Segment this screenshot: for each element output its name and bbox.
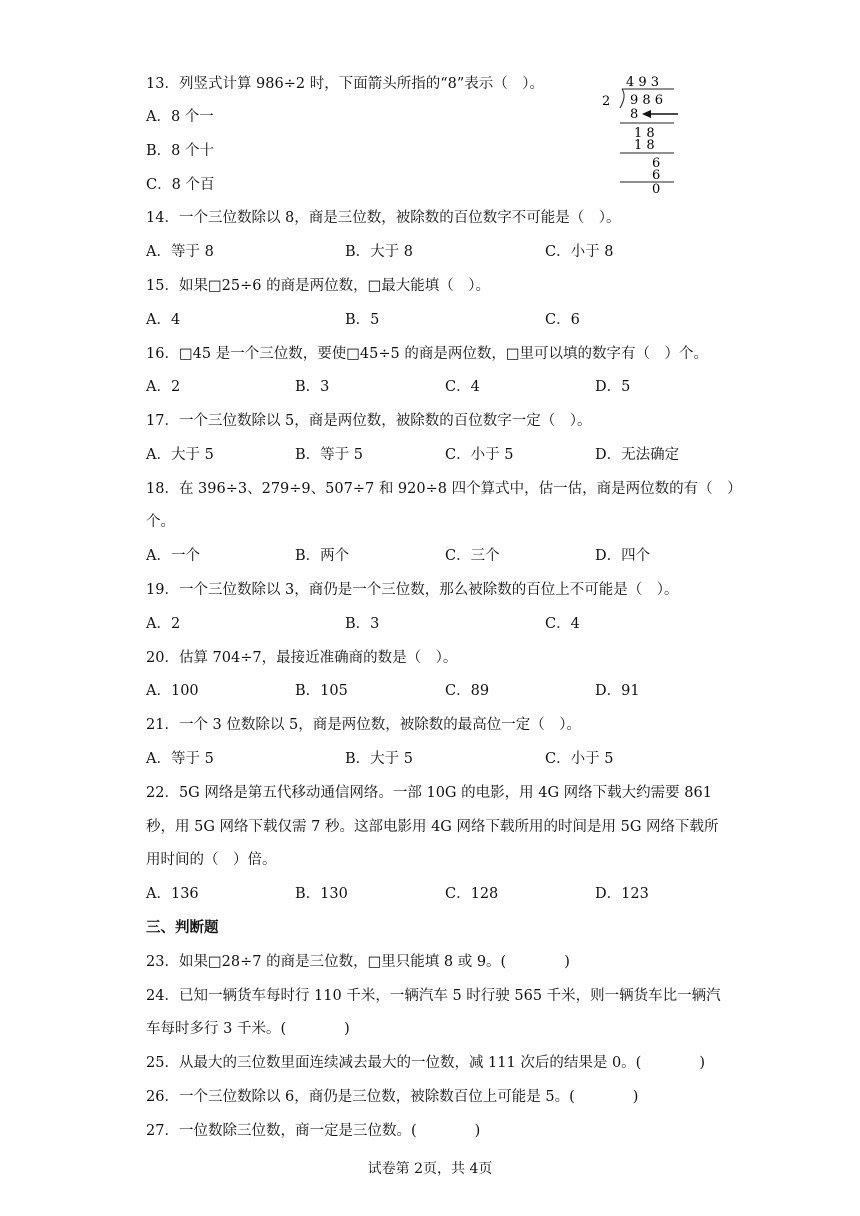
q14-option-b: B．大于 8 <box>345 244 413 260</box>
page-footer: 试卷第 2页，共 4页 <box>367 1161 493 1177</box>
q21-option-a: A．等于 5 <box>146 751 214 767</box>
q16-stem: 16．□45 是一个三位数，要使□45÷5 的商是两位数，□里可以填的数字有（ ）个。 <box>146 346 709 362</box>
q14-stem: 14．一个三位数除以 8，商是三位数，被除数的百位数字不可能是（ ）。 <box>146 210 621 226</box>
q20-option-b: B．105 <box>295 683 348 699</box>
q25-statement: 25．从最大的三位数里面连续减去最大的一位数，减 111 次后的结果是 0。( ) <box>146 1055 705 1071</box>
q21-stem: 21．一个 3 位数除以 5，商是两位数，被除数的最高位一定（ ）。 <box>146 717 581 733</box>
q26-statement: 26．一个三位数除以 6，商仍是三位数，被除数百位上可能是 5。( ) <box>146 1089 639 1105</box>
q18-option-a: A．一个 <box>146 548 200 564</box>
q20-stem: 20．估算 704÷7，最接近准确商的数是（ ）。 <box>146 650 458 666</box>
q24-statement-line-1: 24．已知一辆货车每时行 110 千米，一辆汽车 5 时行驶 565 千米，则一辆货车比一辆汽 <box>146 988 721 1004</box>
q13-option-a: A．8 个一 <box>146 109 214 125</box>
q13-stem: 13．列竖式计算 986÷2 时，下面箭头所指的“8”表示（ ）。 <box>146 76 545 92</box>
q22-stem-line-2: 秒，用 5G 网络下载仅需 7 秒。这部电影用 4G 网络下载所用的时间是用 5G 网络下载所 <box>146 819 719 835</box>
q22-option-d: D．123 <box>595 886 649 902</box>
q17-option-c: C．小于 5 <box>445 447 514 463</box>
q22-stem-line-1: 22．5G 网络是第五代移动通信网络。一部 10G 的电影，用 4G 网络下载大约需要 861 <box>146 785 712 801</box>
q18-option-b: B．两个 <box>295 548 350 564</box>
q23-statement: 23．如果□28÷7 的商是三位数，□里只能填 8 或 9。( ) <box>146 954 570 970</box>
q17-option-b: B．等于 5 <box>295 447 363 463</box>
q16-option-d: D．5 <box>595 379 631 395</box>
q14-option-c: C．小于 8 <box>545 244 614 260</box>
q15-option-a: A．4 <box>146 312 181 328</box>
arrow-head-icon <box>642 110 651 118</box>
q22-stem-line-3: 用时间的（ ）倍。 <box>146 852 277 868</box>
q24-statement-line-2: 车每时多行 3 千米。( ) <box>146 1021 350 1037</box>
q18-option-c: C．三个 <box>445 548 500 564</box>
q19-option-a: A．2 <box>146 616 181 632</box>
q22-option-a: A．136 <box>146 886 199 902</box>
q17-stem: 17．一个三位数除以 5，商是两位数，被除数的百位数字一定（ ）。 <box>146 413 592 429</box>
q19-option-b: B．3 <box>345 616 380 632</box>
q16-option-c: C．4 <box>445 379 480 395</box>
q14-option-a: A．等于 8 <box>146 244 214 260</box>
division-row-6: 0 <box>652 182 661 196</box>
division-row-2: 1 8 <box>634 126 655 141</box>
division-row-3: 1 8 <box>634 138 655 153</box>
q17-option-d: D．无法确定 <box>595 447 680 463</box>
q15-option-c: C．6 <box>545 312 580 328</box>
q21-option-c: C．小于 5 <box>545 751 614 767</box>
division-row-1: 8 <box>630 107 639 122</box>
q20-option-d: D．91 <box>595 683 640 699</box>
q17-option-a: A．大于 5 <box>146 447 214 463</box>
division-dividend: 9 8 6 <box>630 93 664 108</box>
division-quotient: 4 9 3 <box>626 75 660 90</box>
q15-option-b: B．5 <box>345 312 380 328</box>
q16-option-a: A．2 <box>146 379 181 395</box>
q19-stem: 19．一个三位数除以 3，商仍是一个三位数，那么被除数的百位上不可能是（ ）。 <box>146 582 679 598</box>
q13-option-c: C．8 个百 <box>146 177 215 193</box>
q15-stem: 15．如果□25÷6 的商是两位数，□最大能填（ ）。 <box>146 278 491 294</box>
q20-option-c: C．89 <box>445 683 490 699</box>
q18-option-d: D．四个 <box>595 548 651 564</box>
q21-option-b: B．大于 5 <box>345 751 413 767</box>
division-divisor: 2 <box>602 94 611 109</box>
q20-option-a: A．100 <box>146 683 199 699</box>
q22-option-c: C．128 <box>445 886 499 902</box>
section-heading-judgement: 三、判断题 <box>146 919 219 936</box>
division-row-5: 6 <box>652 168 661 183</box>
long-division-diagram <box>596 72 686 196</box>
q18-stem-line-1: 18．在 396÷3、279÷9、507÷7 和 920÷8 四个算式中，估一估，商是两位数的有（ ） <box>146 481 742 497</box>
q19-option-c: C．4 <box>545 616 580 632</box>
q13-option-b: B．8 个十 <box>146 143 214 159</box>
q18-stem-line-2: 个。 <box>146 514 175 530</box>
q22-option-b: B．130 <box>295 886 348 902</box>
q27-statement: 27．一位数除三位数，商一定是三位数。( ) <box>146 1123 481 1139</box>
division-row-4: 6 <box>652 156 661 171</box>
q16-option-b: B．3 <box>295 379 330 395</box>
